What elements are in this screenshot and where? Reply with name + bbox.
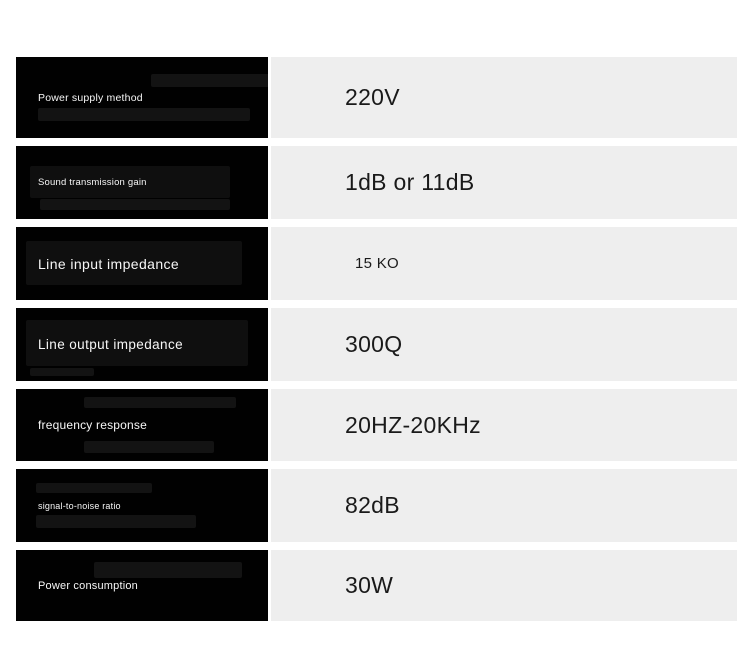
faint-text-artifact <box>151 74 268 87</box>
spec-table <box>16 57 737 629</box>
spec-value-cell <box>271 308 737 381</box>
spec-row-power-supply <box>16 57 737 138</box>
spec-value-cell <box>271 57 737 138</box>
spec-value-cell <box>271 469 737 542</box>
faint-text-artifact <box>84 441 214 453</box>
spec-row-frequency-response <box>16 389 737 461</box>
spec-row-signal-noise-ratio <box>16 469 737 542</box>
spec-value-cell <box>271 146 737 219</box>
spec-label: Power consumption <box>38 579 139 592</box>
spec-value-cell <box>271 227 737 300</box>
spec-label-cell <box>16 389 268 461</box>
spec-row-power-consumption <box>16 550 737 621</box>
spec-value: 300Q <box>345 331 403 357</box>
spec-value: 220V <box>345 84 400 110</box>
spec-row-input-impedance <box>16 227 737 300</box>
spec-label: frequency response <box>38 418 147 432</box>
faint-text-artifact <box>30 368 94 376</box>
spec-label-cell <box>16 57 268 138</box>
spec-value: 82dB <box>345 492 400 518</box>
faint-text-artifact <box>94 562 242 578</box>
spec-label: signal-to-noise ratio <box>38 500 121 511</box>
spec-label-cell <box>16 227 268 300</box>
spec-label-cell <box>16 550 268 621</box>
faint-text-artifact <box>36 483 152 493</box>
spec-value-cell <box>271 389 737 461</box>
spec-value: 15 KO <box>355 255 400 272</box>
spec-value: 1dB or 11dB <box>345 169 475 195</box>
spec-label-cell <box>16 469 268 542</box>
spec-value-cell <box>271 550 737 621</box>
spec-value: 30W <box>345 572 394 598</box>
spec-label: Line output impedance <box>38 337 184 352</box>
spec-row-transmission-gain <box>16 146 737 219</box>
faint-text-artifact <box>40 199 230 210</box>
spec-label-cell <box>16 146 268 219</box>
spec-label-cell <box>16 308 268 381</box>
faint-text-artifact <box>84 397 236 408</box>
spec-row-output-impedance <box>16 308 737 381</box>
spec-label: Power supply method <box>38 91 143 104</box>
spec-label: Line input impedance <box>38 255 180 272</box>
faint-text-artifact <box>36 515 196 528</box>
faint-text-artifact <box>38 108 250 121</box>
spec-label: Sound transmission gain <box>38 177 147 188</box>
spec-value: 20HZ-20KHz <box>345 411 481 438</box>
